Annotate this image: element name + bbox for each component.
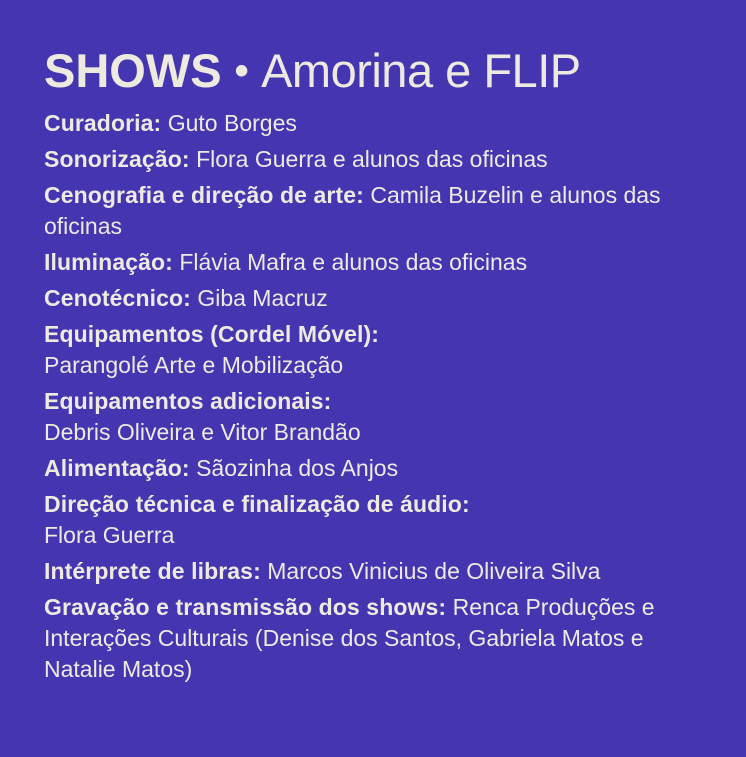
credit-item-equipamentos-cordel: [44, 319, 666, 381]
credit-value: Flora Guerra e alunos das oficinas: [196, 146, 548, 173]
credit-value: Giba Macruz: [197, 285, 328, 312]
page-title: [44, 46, 702, 95]
credit-label: Intérprete de libras:: [44, 558, 261, 585]
credit-value: Parangolé Arte e Mobilização: [44, 352, 344, 379]
credit-item-sonorizacao: [44, 144, 666, 175]
credit-value: Marcos Vinicius de Oliveira Silva: [267, 558, 601, 585]
credit-label: Cenotécnico:: [44, 285, 191, 312]
credit-value: Renca Produções e Interações Culturais (Denise dos Santos, Gabriela Matos e Natalie Matos): [44, 594, 655, 683]
credit-item-curadoria: [44, 108, 666, 139]
credit-label: Gravação e transmissão dos shows:: [44, 594, 447, 621]
credit-label: Equipamentos adicionais:: [44, 388, 332, 415]
credit-item-cenotecnico: [44, 283, 666, 314]
credit-label: Cenografia e direção de arte:: [44, 182, 364, 209]
bullet-separator-icon: •: [234, 49, 249, 93]
title-event-name: Amorina e FLIP: [261, 44, 581, 97]
credit-value: Flora Guerra: [44, 522, 175, 549]
credit-label: Iluminação:: [44, 249, 173, 276]
credit-item-cenografia: [44, 180, 666, 242]
title-section-label: SHOWS: [44, 44, 222, 97]
credit-item-direcao-tecnica: [44, 489, 666, 551]
credit-item-equipamentos-adicionais: [44, 386, 666, 448]
credit-label: Direção técnica e finalização de áudio:: [44, 491, 470, 518]
credit-value: Flávia Mafra e alunos das oficinas: [179, 249, 528, 276]
credit-label: Sonorização:: [44, 146, 190, 173]
credit-label: Alimentação:: [44, 455, 190, 482]
credit-item-iluminacao: [44, 247, 666, 278]
credit-value: Debris Oliveira e Vitor Brandão: [44, 419, 361, 446]
credit-label: Curadoria:: [44, 110, 162, 137]
credit-item-alimentacao: [44, 453, 666, 484]
credits-list: [44, 108, 666, 685]
credit-label: Equipamentos (Cordel Móvel):: [44, 321, 380, 348]
credit-value: Camila Buzelin e alunos das oficinas: [44, 182, 661, 240]
credit-value: Guto Borges: [167, 110, 297, 137]
credit-value: Sãozinha dos Anjos: [196, 455, 399, 482]
credit-item-gravacao-transmissao: [44, 592, 666, 685]
credit-item-interprete-libras: [44, 556, 666, 587]
